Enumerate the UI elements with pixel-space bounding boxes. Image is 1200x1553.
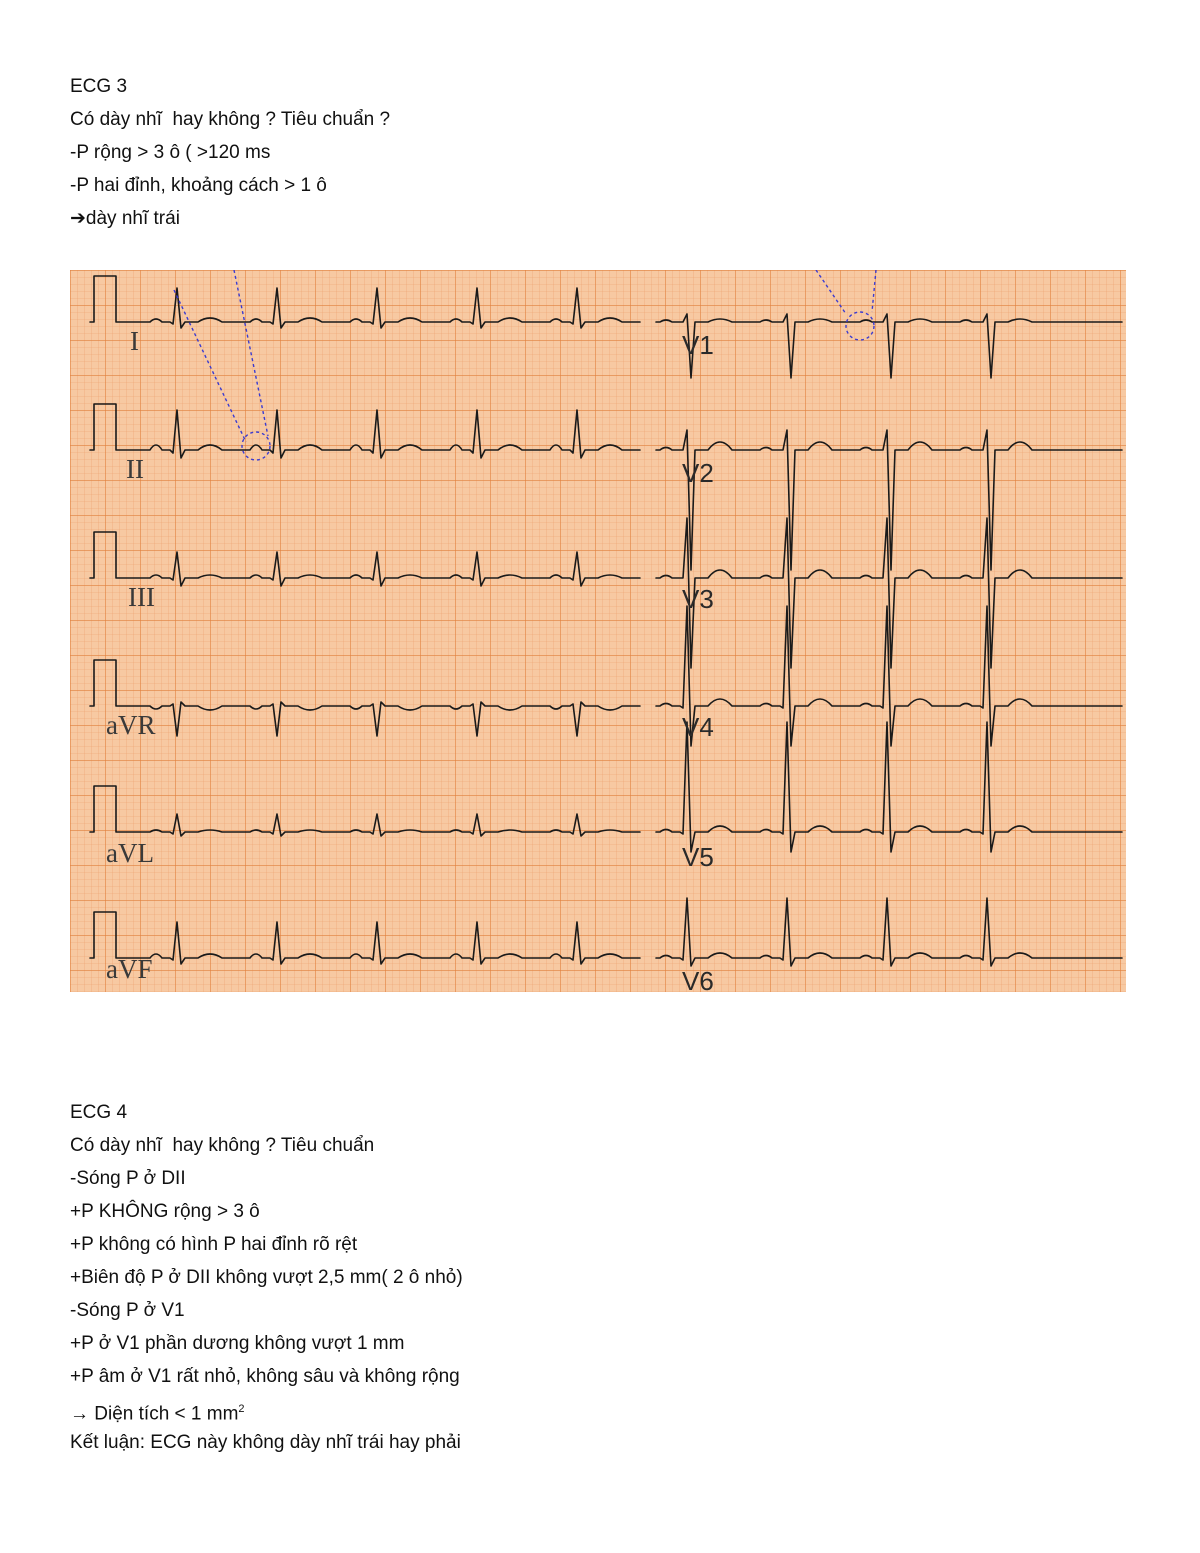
ecg3-section (70, 70, 390, 235)
ecg3-title: ECG 3 (70, 76, 128, 97)
ecg4-v1-positive: +P ở V1 phần dương không vượt 1 mm (70, 1333, 405, 1354)
ecg-strip-image (70, 270, 1126, 992)
ecg4-area-text: → Diện tích < 1 mm (70, 1403, 239, 1425)
lead-label-right-3: V4 (682, 712, 714, 742)
lead-label-right-1: V2 (682, 458, 714, 488)
ecg4-dii-amplitude: +Biên độ P ở DII không vượt 2,5 mm( 2 ô nhỏ) (70, 1267, 463, 1288)
ecg4-dii-width: +P KHÔNG rộng > 3 ô (70, 1201, 260, 1222)
lead-label-left-4: aVL (106, 838, 154, 868)
lead-label-left-3: aVR (106, 710, 156, 740)
ecg3-criteria-bifid: -P hai đỉnh, khoảng cách > 1 ô (70, 175, 327, 196)
ecg4-section (70, 1096, 463, 1459)
lead-label-right-4: V5 (682, 842, 714, 872)
ecg3-question: Có dày nhĩ hay không ? Tiêu chuẩn ? (70, 109, 391, 130)
lead-label-right-5: V6 (682, 966, 714, 992)
ecg3-conclusion (70, 202, 390, 235)
lead-label-left-1: II (126, 454, 144, 484)
ecg4-dii-header: -Sóng P ở DII (70, 1168, 186, 1189)
arrow-right-icon: ➔ (70, 207, 86, 229)
ecg4-area-superscript: 2 (238, 1403, 245, 1415)
ecg4-v1-header: -Sóng P ở V1 (70, 1300, 185, 1321)
ecg3-conclusion-text: dày nhĩ trái (85, 208, 180, 229)
lead-label-left-5: aVF (106, 954, 153, 984)
lead-label-left-0: I (130, 326, 139, 356)
lead-label-right-2: V3 (682, 584, 714, 614)
ecg4-v1-negative: +P âm ở V1 rất nhỏ, không sâu và không rộng (70, 1366, 460, 1387)
ecg4-question: Có dày nhĩ hay không ? Tiêu chuẩn (70, 1135, 375, 1156)
lead-label-left-2: III (128, 582, 155, 612)
ecg4-title: ECG 4 (70, 1102, 128, 1123)
ecg-grid (70, 270, 1126, 992)
ecg4-area (70, 1393, 463, 1426)
ecg4-dii-shape: +P không có hình P hai đỉnh rõ rệt (70, 1234, 358, 1255)
ecg4-final-conclusion: Kết luận: ECG này không dày nhĩ trái hay phải (70, 1432, 461, 1453)
ecg3-criteria-width: -P rộng > 3 ô ( >120 ms (70, 142, 271, 163)
lead-label-right-0: V1 (682, 330, 714, 360)
